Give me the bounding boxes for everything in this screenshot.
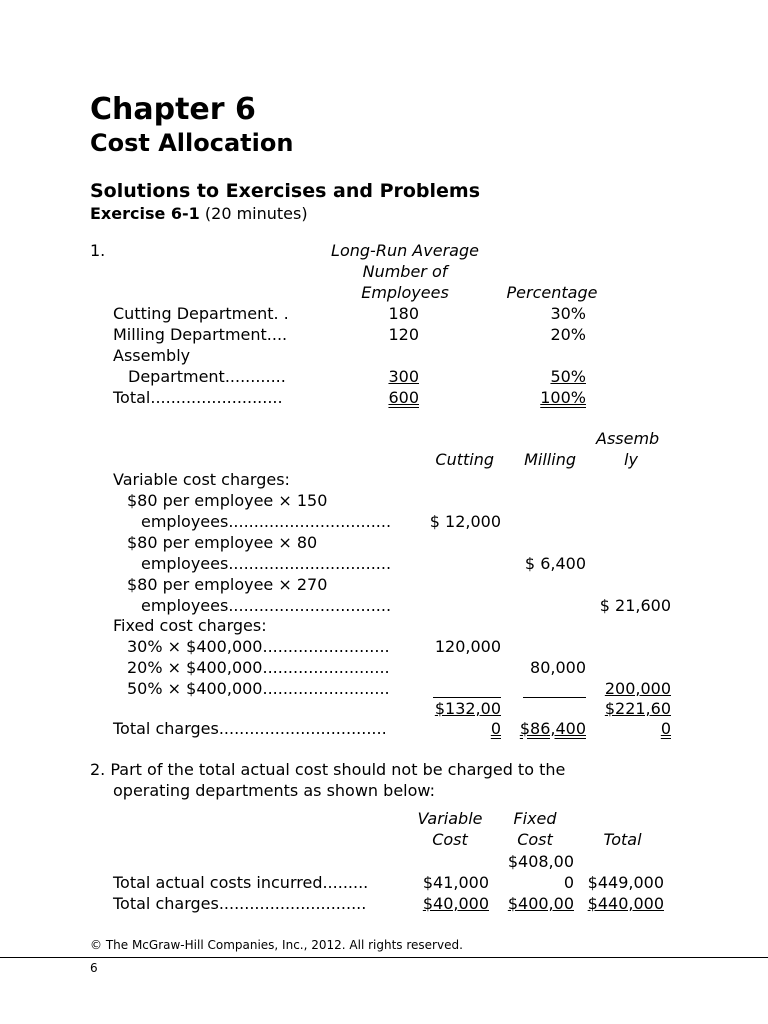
footer-rule — [0, 957, 768, 958]
milling-subtotal-rule — [523, 697, 586, 698]
col-header-fixed-1: Fixed — [513, 809, 557, 828]
fixed-actual-1: $408,00 — [507, 852, 574, 871]
chapter-heading: Chapter 6 — [90, 92, 256, 127]
employees-total: 600 — [388, 388, 419, 407]
charge-item-line1: $80 per employee × 80 — [127, 533, 318, 552]
chapter-title: Cost Allocation — [90, 129, 294, 157]
section-heading: Solutions to Exercises and Problems — [90, 180, 481, 202]
col-header-assembly-2: ly — [624, 450, 638, 469]
percentage-value: 30% — [550, 304, 586, 323]
col-header-assembly-1: Assemb — [596, 429, 660, 448]
assembly-total-1: $221,60 — [604, 699, 671, 718]
employees-value: 120 — [388, 325, 419, 344]
col-header-employees-2: Number of — [362, 262, 448, 281]
cutting-total-2: 0 — [490, 719, 501, 738]
milling-fixed-value: 80,000 — [530, 658, 586, 677]
variable-charges: $40,000 — [422, 894, 489, 913]
milling-variable-value: $ 6,400 — [524, 554, 586, 573]
total-actual: $449,000 — [587, 873, 664, 892]
row-label: Total.......................... — [113, 388, 283, 407]
milling-total: $86,400 — [519, 719, 586, 738]
col-header-percentage: Percentage — [506, 283, 598, 302]
fixed-cost-heading: Fixed cost charges: — [113, 616, 267, 635]
assembly-total-2: 0 — [660, 719, 671, 738]
variable-cost-heading: Variable cost charges: — [113, 470, 290, 489]
col-header-employees-1: Long-Run Average — [331, 241, 479, 260]
fixed-item-label: 30% × $400,000......................... — [127, 637, 390, 656]
fixed-actual-2: 0 — [563, 873, 574, 892]
charge-item-line2: employees................................ — [141, 596, 392, 615]
charge-item-line1: $80 per employee × 270 — [127, 575, 328, 594]
total-charges-value: $440,000 — [587, 894, 664, 913]
employees-value: 300 — [388, 367, 419, 386]
charge-item-line1: $80 per employee × 150 — [127, 491, 328, 510]
fixed-item-label: 20% × $400,000......................... — [127, 658, 390, 677]
charge-item-line2: employees................................ — [141, 554, 392, 573]
row-label: Cutting Department. . — [113, 304, 289, 323]
actual-costs-label: Total actual costs incurred......... — [113, 873, 369, 892]
row-label: Assembly — [113, 346, 191, 365]
total-charges-label: Total charges................................. — [113, 719, 387, 738]
part1-number: 1. — [90, 241, 106, 260]
percentage-value: 50% — [550, 367, 586, 386]
cutting-subtotal-rule — [433, 697, 501, 698]
fixed-item-label: 50% × $400,000......................... — [127, 679, 390, 698]
col-header-fixed-2: Cost — [517, 830, 553, 849]
col-header-cutting: Cutting — [435, 450, 494, 469]
col-header-variable-1: Variable — [417, 809, 483, 828]
cutting-total-1: $132,00 — [434, 699, 501, 718]
percentage-total: 100% — [540, 388, 586, 407]
fixed-charges: $400,00 — [507, 894, 574, 913]
col-header-total: Total — [603, 830, 642, 849]
col-header-variable-2: Cost — [432, 830, 468, 849]
cutting-variable-value: $ 12,000 — [429, 512, 501, 531]
page-number: 6 — [90, 961, 98, 975]
col-header-milling: Milling — [524, 450, 576, 469]
assembly-fixed-value: 200,000 — [604, 679, 671, 698]
exercise-time: (20 minutes) — [199, 204, 308, 223]
assembly-variable-value: $ 21,600 — [599, 596, 671, 615]
copyright-notice: © The McGraw-Hill Companies, Inc., 2012. All rights reserved. — [90, 938, 463, 952]
employees-value: 180 — [388, 304, 419, 323]
variable-actual: $41,000 — [422, 873, 489, 892]
row-label: Milling Department.... — [113, 325, 288, 344]
col-header-employees-3: Employees — [361, 283, 449, 302]
total-charges-label-2: Total charges............................. — [113, 894, 367, 913]
part2-text-line2: operating departments as shown below: — [113, 781, 435, 800]
exercise-heading — [90, 206, 308, 222]
part2-text-line1: 2. Part of the total actual cost should not be charged to the — [90, 760, 566, 779]
cutting-fixed-value: 120,000 — [434, 637, 501, 656]
percentage-value: 20% — [550, 325, 586, 344]
row-label: Department............ — [128, 367, 286, 386]
exercise-label: Exercise 6-1 — [90, 204, 200, 223]
charge-item-line2: employees................................ — [141, 512, 392, 531]
